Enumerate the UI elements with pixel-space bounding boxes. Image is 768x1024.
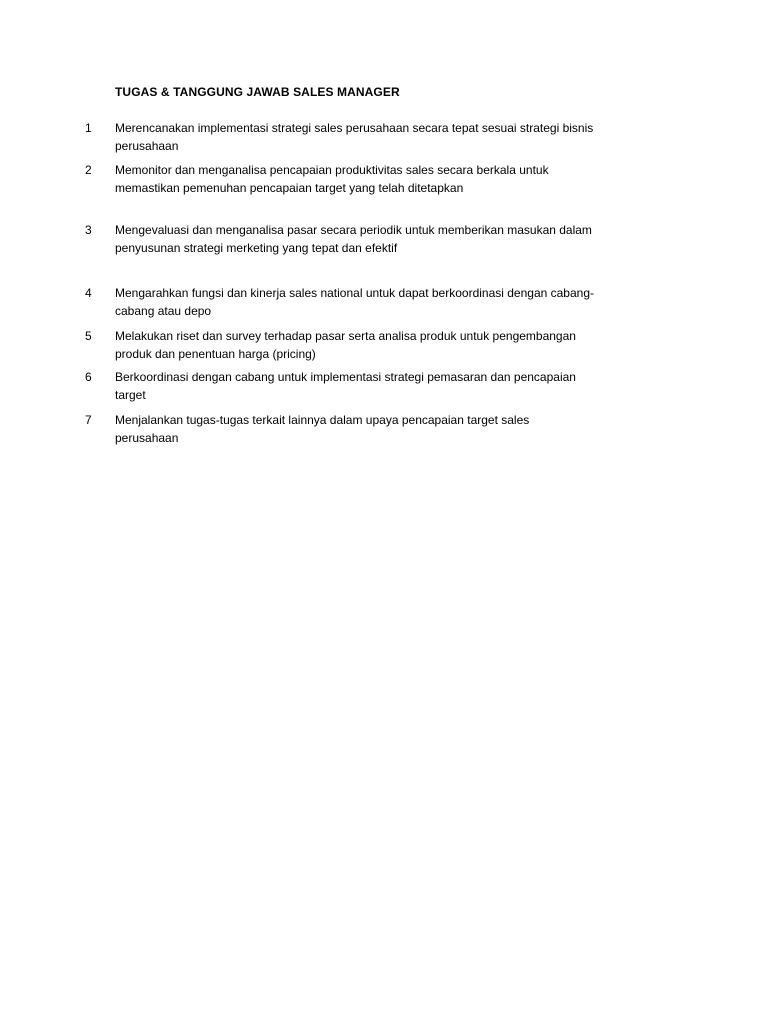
item-number: 2: [85, 163, 92, 177]
item-number: 1: [85, 121, 92, 135]
item-text: Merencanakan implementasi strategi sales perusahaan secara tepat sesuai strategi bisnis perusahaan: [115, 121, 594, 153]
item-number: 4: [85, 286, 92, 300]
item-text: Melakukan riset dan survey terhadap pasar serta analisa produk untuk pengembangan produk dan penentuan harga (pricing): [115, 329, 576, 361]
item-text: Memonitor dan menganalisa pencapaian produktivitas sales secara berkala untuk memastikan pemenuhan pencapaian target yang telah ditetapkan: [115, 163, 549, 195]
item-text: Mengevaluasi dan menganalisa pasar secara periodik untuk memberikan masukan dalam penyusunan strategi merketing yang tepat dan efektif: [115, 223, 592, 255]
item-text: Menjalankan tugas-tugas terkait lainnya dalam upaya pencapaian target sales perusahaan: [115, 413, 530, 445]
item-text: Berkoordinasi dengan cabang untuk implementasi strategi pemasaran dan pencapaian target: [115, 370, 576, 402]
document-title: TUGAS & TANGGUNG JAWAB SALES MANAGER: [115, 85, 400, 99]
item-text: Mengarahkan fungsi dan kinerja sales national untuk dapat berkoordinasi dengan cabang-cabang atau depo: [115, 286, 594, 318]
item-number: 5: [85, 329, 92, 343]
item-number: 3: [85, 223, 92, 237]
item-number: 6: [85, 370, 92, 384]
item-number: 7: [85, 413, 92, 427]
